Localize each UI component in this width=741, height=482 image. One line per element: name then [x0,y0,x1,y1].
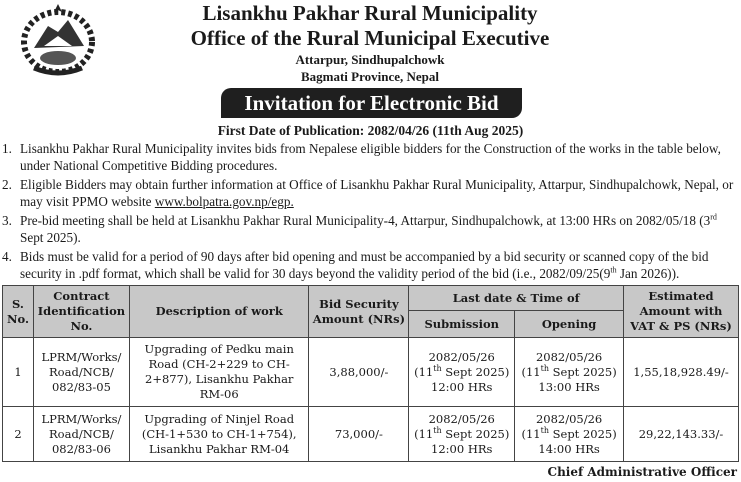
ordinal-suffix: rd [710,212,717,222]
ordinal-suffix: th [433,425,442,435]
date-pre: (11 [414,426,434,441]
item-number: 3. [2,213,12,228]
cell-description: Upgrading of Ninjel Road (CH-1+530 to CH-1+754), Lisankhu Pakhar RM-04 [129,407,309,462]
opening-time: 13:00 HRs [538,379,600,394]
ppmo-website-link[interactable]: www.bolpatra.gov.np/egp. [154,193,294,209]
date-post: Sept 2025) [548,364,617,379]
opening-ad-date [517,365,621,380]
date-pre: (11 [414,364,434,379]
ordinal-suffix: th [610,265,617,275]
notice-item [0,249,741,282]
cell-estimated: 1,55,18,928.49/- [624,338,739,407]
ordinal-suffix: th [433,363,442,373]
cell-estimated: 29,22,143.33/- [624,407,739,462]
item-text: Lisankhu Pakhar Rural Municipality invites bids from Nepalese eligible bidders for the Construction of the works in the table below, under National Competitive Bidding procedures. [20,141,721,173]
notice-list [0,141,741,285]
item-text: Bids must be valid for a period of 90 days after bid opening and must be accompanied by a bid security or scanned copy of the bid security in .pdf format, which shall be valid for 30 days beyond the validity period of the bid (i.e., 2082/09/25(9 [20,249,709,281]
org-name: Lisankhu Pakhar Rural Municipality [202,1,538,25]
date-pre: (11 [521,426,541,441]
cell-submission [409,338,515,407]
table-header-row [3,286,739,311]
nepal-emblem-icon [14,2,102,78]
item-text-end: Jan 2026)). [616,265,680,281]
notice-item [0,213,741,246]
opening-time: 14:00 HRs [538,441,600,456]
bid-table [2,285,739,462]
header-opening: Opening [515,311,624,338]
item-number: 1. [2,141,12,156]
signatory-title: Chief Administrative Officer [547,465,737,479]
submission-time: 12:00 HRs [431,441,493,456]
cell-sno: 1 [3,338,34,407]
cell-contract-id: LPRM/Works/ Road/NCB/ 082/83-06 [33,407,129,462]
table-row [3,407,739,462]
ordinal-suffix: th [540,363,549,373]
date-post: Sept 2025) [441,426,510,441]
notice-title-banner: Invitation for Electronic Bid [221,88,522,118]
item-number: 2. [2,177,12,192]
item-text: Eligible Bidders may obtain further information at Office of Lisankhu Pakhar Rural Municipality, Attarpur, Sindhupalchowk, Nepal, or may visit PPMO website [20,177,734,209]
notice-item [0,141,741,174]
submission-date: 2082/05/26 [428,411,495,426]
office-name: Office of the Rural Municipal Executive [190,26,550,50]
cell-opening [515,338,624,407]
header-submission: Submission [409,311,515,338]
submission-time: 12:00 HRs [431,379,493,394]
publication-date: First Date of Publication: 2082/04/26 (11th Aug 2025) [217,123,524,138]
cell-contract-id: LPRM/Works/ Road/NCB/ 082/83-05 [33,338,129,407]
notice-item [0,177,741,210]
date-pre: (11 [521,364,541,379]
submission-ad-date [411,427,512,442]
opening-date: 2082/05/26 [535,349,603,364]
cell-submission [409,407,515,462]
item-number: 4. [2,249,12,264]
ordinal-suffix: th [540,425,549,435]
submission-date: 2082/05/26 [428,349,495,364]
cell-description: Upgrading of Pedku main Road (CH-2+229 to CH-2+877), Lisankhu Pakhar RM-06 [129,338,309,407]
opening-date: 2082/05/26 [535,411,603,426]
header-sno: S. No. [3,286,34,338]
item-text-end: Sept 2025). [20,229,81,245]
opening-ad-date [517,427,621,442]
cell-bid-security: 73,000/- [309,407,409,462]
cell-bid-security: 3,88,000/- [309,338,409,407]
address-line2: Bagmati Province, Nepal [300,69,440,84]
header-contract-id: Contract Identification No. [33,286,129,338]
address-line1: Attarpur, Sindhupalchowk [295,52,445,67]
cell-opening [515,407,624,462]
cell-sno: 2 [3,407,34,462]
table-row [3,338,739,407]
header-bid-security: Bid Security Amount (NRs) [309,286,409,338]
date-post: Sept 2025) [441,364,510,379]
header-estimated: Estimated Amount with VAT & PS (NRs) [624,286,739,338]
header-last-date: Last date & Time of [409,286,624,311]
date-post: Sept 2025) [548,426,617,441]
header-description: Description of work [129,286,309,338]
submission-ad-date [411,365,512,380]
item-text: Pre-bid meeting shall be held at Lisankhu Pakhar Rural Municipality-4, Attarpur, Sindhupalchowk, at 13:00 HRs on 2082/05/18 (3 [20,213,711,228]
